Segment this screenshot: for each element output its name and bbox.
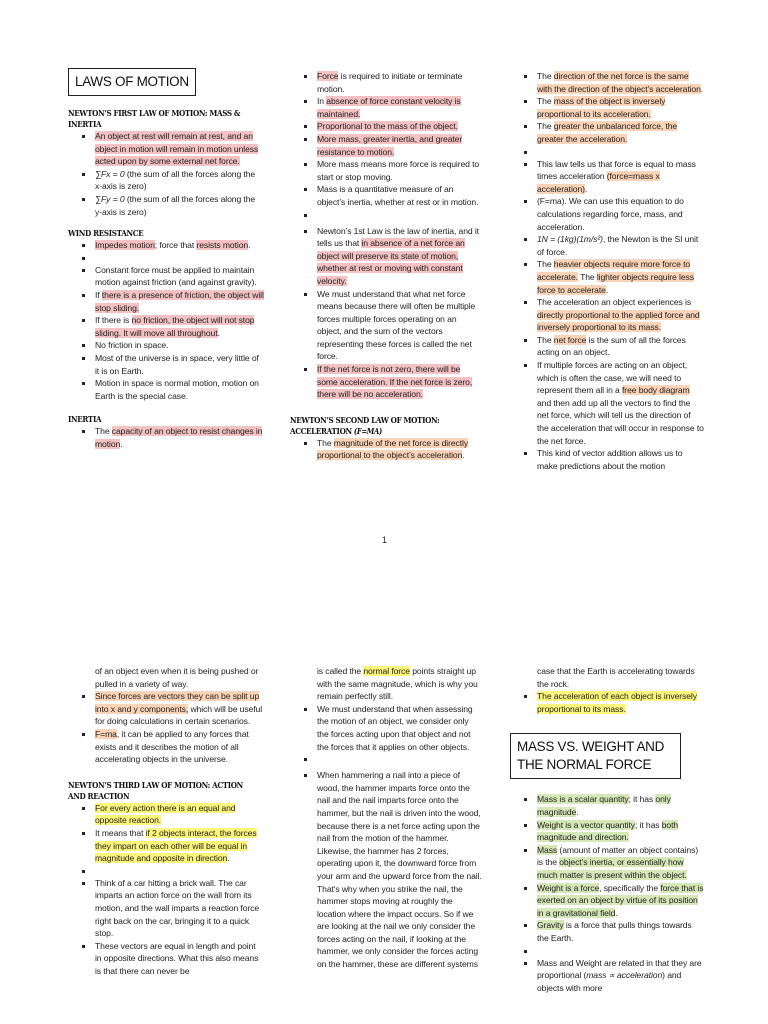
p2-column-1 [68, 665, 264, 977]
list-item: The acceleration an object experiences is directly proportional to the applied force and inversely proportional to its mass. [510, 296, 704, 334]
list-item: The greater the unbalanced force, the greater the acceleration. [510, 120, 704, 145]
p1-column-3 [510, 70, 704, 472]
page-2 [0, 650, 768, 1024]
continued-text: case that the Earth is accelerating towards the rock. [537, 666, 695, 689]
list-item: We must understand that what net force means because there will often be multiple forces multiple forces operating on an object, and the sum of the vectors representing these forces is called the net force. [290, 288, 482, 364]
list-item: In absence of force constant velocity is maintained. [290, 95, 482, 120]
list-item: Mass is a quantitative measure of an object’s inertia, whether at rest or in motion. [290, 183, 482, 208]
third-law-list [68, 802, 264, 978]
list-item: Weight is a vector quantity; it has both magnitude and direction. [510, 819, 704, 844]
force-list [290, 70, 482, 401]
list-item: This law tells us that force is equal to mass times acceleration (force=mass x acceleration). [510, 158, 704, 196]
list-item: No friction in space. [68, 339, 264, 352]
list-item: The direction of the net force is the same with the direction of the object’s acceleration. [510, 70, 704, 95]
acceleration-list [510, 690, 704, 715]
continued-text: is called the normal force points straight up with the same magnitude, which is why you remain perfectly still. [317, 666, 478, 702]
heading-third-law: NEWTON’S THIRD LAW OF MOTION: ACTION AND REACTION [68, 779, 243, 801]
section-title-laws-of-motion: LAWS OF MOTION [68, 68, 196, 96]
list-item: We must understand that when assessing the motion of an object, we consider only the forces acting upon that object and not the forces that it applies on other objects. [290, 703, 482, 753]
list-item: These vectors are equal in length and point in opposite directions. What this also means is that there can never be [68, 940, 264, 978]
list-item: Mass and Weight are related in that they are proportional (mass ∝ acceleration) and objects with more [510, 957, 704, 995]
section-title-mass-vs-weight: MASS VS. WEIGHT AND THE NORMAL FORCE [510, 733, 681, 779]
list-item: Constant force must be applied to maintain motion against friction (and against gravity). [68, 264, 264, 289]
assessment-list [290, 703, 482, 971]
list-item: The net force is the sum of all the forces acting on an object. [510, 334, 704, 359]
list-item: F=ma, it can be applied to any forces that exists and it describes the motion of all accelerating objects in the universe. [68, 728, 264, 766]
list-item: Weight is a force, specifically the force that is exerted on an object by virtue of its position in a gravitational field. [510, 882, 704, 920]
list-item: 1N = (1kg)(1m/s²), the Newton is the SI unit of force. [510, 233, 704, 258]
first-law-list [68, 130, 264, 218]
inertia-list [68, 425, 264, 450]
heading-inertia: INERTIA [68, 414, 102, 425]
list-item: This kind of vector addition allows us to make predictions about the motion [510, 447, 704, 472]
list-item: The capacity of an object to resist changes in motion. [68, 425, 264, 450]
list-item: If there is no friction, the object will not stop sliding. It will move all throughout. [68, 314, 264, 339]
list-item: It means that if 2 objects interact, the forces they impart on each other will be equal in magnitude and opposite in direction. [68, 827, 264, 865]
continued-text: of an object even when it is being pushed or pulled in a variety of way. [95, 666, 259, 689]
list-item: When hammering a nail into a piece of wood, the hammer imparts force onto the nail and the nail imparts force onto the hammer, but the nail is driven into the wood, because there is a net force acting upon the nail from the motion of the hammer. Likewise, the hammer has 2 forces, operating upon it, the downward force from your arm and the upward force from the nail. That's why when you strike the nail, the hammer stops moving at roughly the location where the impact occurs. So if we are looking at the nail we only consider the forces acting on the nail, if looking at the hammer, we only consider the forces acting on the hammer, these are different systems [290, 769, 482, 971]
list-item: The mass of the object is inversely proportional to its acceleration. [510, 95, 704, 120]
list-item: Impedes motion; force that resists motion. [68, 239, 264, 252]
list-item: ∑Fy = 0 (the sum of all the forces along the y-axis is zero) [68, 193, 264, 218]
list-item: (F=ma). We can use this equation to do calculations regarding force, mass, and acceleration. [510, 195, 704, 233]
second-law-list [290, 437, 482, 462]
list-item: Gravity is a force that pulls things towards the Earth. [510, 919, 704, 944]
heading-second-law: NEWTON’S SECOND LAW OF MOTION: ACCELERATION (F=MA) [290, 414, 440, 436]
list-item: The magnitude of the net force is directly proportional to the object’s acceleration. [290, 437, 482, 462]
list-item: An object at rest will remain at rest, and an object in motion will remain in motion unless acted upon by some external net force. [68, 130, 264, 168]
p1-column-1 [68, 68, 264, 450]
page-number: 1 [382, 535, 388, 545]
list-item: Most of the universe is in space, very little of it is on Earth. [68, 352, 264, 377]
list-item: Motion in space is normal motion, motion on Earth is the special case. [68, 377, 264, 402]
list-item: If multiple forces are acting on an object, which is often the case, we will need to represent them all in a free body diagram and then add up all the vectors to find the net force, which will tell us the direction of the acceleration that will occur in response to the net force. [510, 359, 704, 447]
heading-wind-resistance: WIND RESISTANCE [68, 228, 144, 239]
list-item: Mass (amount of matter an object contains) is the object’s inertia, or essentially how much matter is present within the object. [510, 844, 704, 882]
list-item: Since forces are vectors they can be split up into x and y components, which will be useful for doing calculations in certain scenarios. [68, 690, 264, 728]
list-item: Mass is a scalar quantity; it has only magnitude. [510, 793, 704, 818]
p2-column-3 [510, 665, 704, 994]
mass-weight-list [510, 793, 704, 994]
list-item: The heavier objects require more force to accelerate. The lighter objects require less force to accelerate. [510, 258, 704, 296]
list-item: More mass, greater inertia, and greater resistance to motion. [290, 133, 482, 158]
list-item: For every action there is an equal and opposite reaction. [68, 802, 264, 827]
list-item: Force is required to initiate or terminate motion. [290, 70, 482, 95]
list-item: Think of a car hitting a brick wall. The car imparts an action force on the wall from its motion, and the wall imparts a reaction force right back on the car, bringing it to a quick stop. [68, 877, 264, 940]
page-gap [0, 560, 768, 650]
list-item: The acceleration of each object is inversely proportional to its mass. [510, 690, 704, 715]
list-item: If there is a presence of friction, the object will stop sliding. [68, 289, 264, 314]
list-item: More mass means more force is required to start or stop moving. [290, 158, 482, 183]
second-law-continued-list [510, 70, 704, 472]
components-list [68, 690, 264, 766]
list-item: ∑Fx = 0 (the sum of all the forces along the x-axis is zero) [68, 168, 264, 193]
heading-first-law: NEWTON’S FIRST LAW OF MOTION: MASS & INERTIA [68, 108, 241, 129]
list-item: If the net force is not zero, there will be some acceleration. If the net force is zero, there will be no acceleration. [290, 363, 482, 401]
p2-column-2 [290, 665, 482, 971]
p1-column-2 [290, 70, 482, 462]
wind-resistance-list [68, 239, 264, 402]
list-item: Proportional to the mass of the object. [290, 120, 482, 133]
list-item: Newton’s 1st Law is the law of inertia, and it tells us that in absence of a net force an object will preserve its state of motion, whether at rest or moving with constant velocity. [290, 225, 482, 288]
